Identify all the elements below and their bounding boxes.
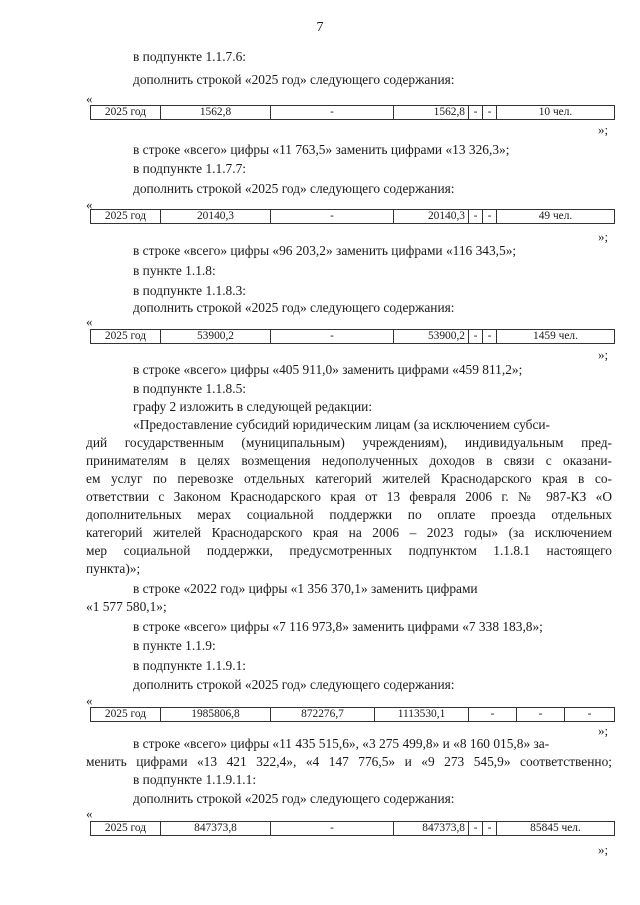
data-table <box>90 105 615 120</box>
text-line: в пункте 1.1.9: <box>133 638 216 653</box>
open-quote: « <box>86 197 93 212</box>
table-cell: 2025 год <box>91 330 161 344</box>
table-row <box>91 330 615 344</box>
paragraph-line: ответствии с Законом Краснодарского края от 13 февраля 2006 г. № 987-КЗ «О <box>86 489 612 504</box>
table-cell: - <box>271 822 394 836</box>
close-quote: »; <box>598 347 609 362</box>
table-row <box>91 822 615 836</box>
table-row <box>91 210 615 224</box>
table-row <box>91 106 615 120</box>
data-table <box>90 329 615 344</box>
table-cell: 1113530,1 <box>375 708 469 722</box>
table-cell: 20140,3 <box>161 210 271 224</box>
open-quote: « <box>86 693 93 708</box>
paragraph-line: дий государственным (муниципальным) учреждениям), индивидуальным пред- <box>86 435 612 450</box>
open-quote: « <box>86 91 93 106</box>
table-cell: 847373,8 <box>394 822 469 836</box>
paragraph-line: принимателям в целях возмещения недополученных доходов в связи с оказани- <box>86 453 612 468</box>
text-line: в подпункте 1.1.8.3: <box>133 283 247 298</box>
data-table <box>90 209 615 224</box>
data-table <box>90 821 615 836</box>
table-cell: - <box>483 106 497 120</box>
table-cell: 872276,7 <box>271 708 375 722</box>
table-cell: 847373,8 <box>161 822 271 836</box>
table-cell: - <box>483 330 497 344</box>
paragraph-line: менить цифрами «13 421 322,4», «4 147 776,5» и «9 273 545,9» соответственно; <box>86 754 612 769</box>
table-cell: - <box>565 708 615 722</box>
table-cell: - <box>517 708 565 722</box>
data-table <box>90 707 615 722</box>
table-row <box>91 708 615 722</box>
text-line: дополнить строкой «2025 год» следующего содержания: <box>133 300 455 315</box>
close-quote: »; <box>598 122 609 137</box>
paragraph-2022 <box>86 580 612 616</box>
text-line: в подпункте 1.1.8.5: <box>133 381 247 396</box>
table-cell: - <box>469 106 483 120</box>
table-cell: 53900,2 <box>161 330 271 344</box>
paragraph-line: в строке «2022 год» цифры «1 356 370,1» заменить цифрами <box>133 581 478 596</box>
table-cell: - <box>469 330 483 344</box>
table-cell: 1562,8 <box>161 106 271 120</box>
text-line: в строке «всего» цифры «11 763,5» заменить цифрами «13 326,3»; <box>133 142 510 157</box>
text-line: дополнить строкой «2025 год» следующего содержания: <box>133 181 455 196</box>
paragraph-line: «1 577 580,1»; <box>86 599 167 614</box>
table-cell: 1459 чел. <box>497 330 615 344</box>
text-line: в подпункте 1.1.9.1: <box>133 658 247 673</box>
table-cell: 1562,8 <box>394 106 469 120</box>
text-line: в подпункте 1.1.7.7: <box>133 161 247 176</box>
text-line: в подпункте 1.1.9.1.1: <box>133 772 257 787</box>
table-cell: 2025 год <box>91 708 161 722</box>
close-quote: »; <box>598 723 609 738</box>
table-cell: - <box>483 210 497 224</box>
table-cell: 10 чел. <box>497 106 615 120</box>
table-cell: - <box>469 210 483 224</box>
paragraph-line: дополнительных мерах социальной поддержки по оплате проезда отдельных <box>86 507 612 522</box>
open-quote: « <box>86 314 93 329</box>
table-cell: 2025 год <box>91 106 161 120</box>
table-cell: 85845 чел. <box>497 822 615 836</box>
open-quote: « <box>86 806 93 821</box>
text-line: в пункте 1.1.8: <box>133 263 216 278</box>
table-cell: 53900,2 <box>394 330 469 344</box>
table-cell: - <box>271 330 394 344</box>
text-line: в подпункте 1.1.7.6: <box>133 49 247 64</box>
paragraph-line: ем услуг по перевозке отдельных категорий жителей Краснодарского края в со- <box>86 471 612 486</box>
close-quote: »; <box>598 842 609 857</box>
table-cell: - <box>271 210 394 224</box>
text-line: в строке «всего» цифры «7 116 973,8» заменить цифрами «7 338 183,8»; <box>133 619 543 634</box>
paragraph-column-2 <box>86 416 612 578</box>
paragraph-line: в строке «всего» цифры «11 435 515,6», «3 275 499,8» и «8 160 015,8» за- <box>133 736 550 751</box>
text-line: дополнить строкой «2025 год» следующего содержания: <box>133 72 455 87</box>
table-cell: 1985806,8 <box>161 708 271 722</box>
close-quote: »; <box>598 229 609 244</box>
table-cell: 2025 год <box>91 210 161 224</box>
text-line: в строке «всего» цифры «405 911,0» заменить цифрами «459 811,2»; <box>133 362 523 377</box>
text-line: дополнить строкой «2025 год» следующего содержания: <box>133 791 455 806</box>
page-number: 7 <box>316 20 324 35</box>
paragraph-totals <box>86 735 612 771</box>
paragraph-line: пункта)»; <box>86 561 141 576</box>
paragraph-line: мер социальной поддержки, предусмотренных подпунктом 1.1.8.1 настоящего <box>86 543 612 558</box>
table-cell: - <box>469 708 517 722</box>
table-cell: 49 чел. <box>497 210 615 224</box>
table-cell: - <box>483 822 497 836</box>
text-line: в строке «всего» цифры «96 203,2» заменить цифрами «116 343,5»; <box>133 243 517 258</box>
table-cell: - <box>469 822 483 836</box>
paragraph-line: «Предоставление субсидий юридическим лицам (за исключением субси- <box>133 417 551 432</box>
text-line: дополнить строкой «2025 год» следующего содержания: <box>133 677 455 692</box>
text-line: графу 2 изложить в следующей редакции: <box>133 399 373 414</box>
table-cell: - <box>271 106 394 120</box>
table-cell: 20140,3 <box>394 210 469 224</box>
paragraph-line: категорий жителей Краснодарского края на 2006 – 2023 годы» (за исключением <box>86 525 612 540</box>
table-cell: 2025 год <box>91 822 161 836</box>
